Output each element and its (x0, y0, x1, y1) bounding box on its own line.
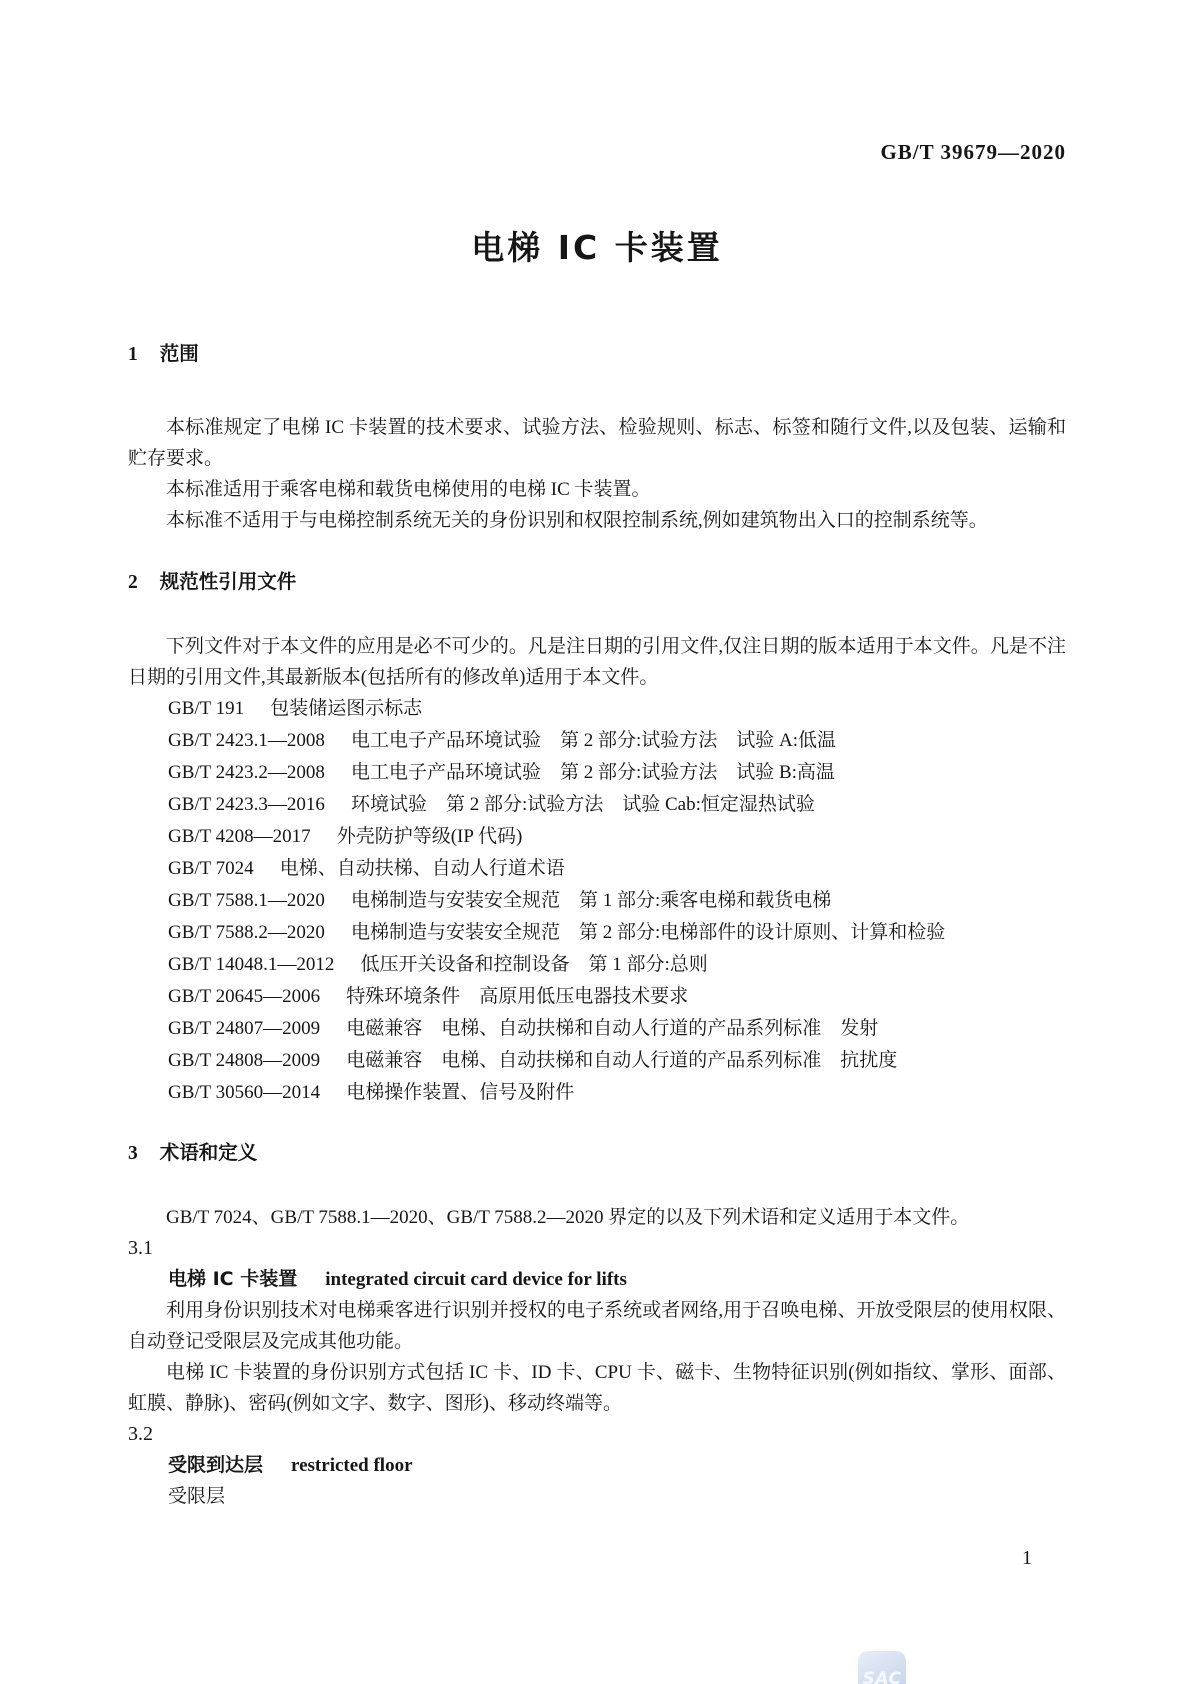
reference-code: GB/T 7588.1—2020 (168, 890, 325, 911)
paragraph: 本标准规定了电梯 IC 卡装置的技术要求、试验方法、检验规则、标志、标签和随行文件,以及包装、运输和贮存要求。 (128, 417, 1066, 469)
reference-title: 电工电子产品环境试验 第 2 部分:试验方法 试验 B:高温 (350, 762, 835, 783)
reference-code: GB/T 24808—2009 (168, 1050, 321, 1071)
reference-code: GB/T 2423.2—2008 (168, 762, 325, 783)
reference-item (128, 725, 1066, 757)
sac-watermark-text: SAC (862, 1669, 902, 1684)
reference-item (128, 981, 1066, 1013)
reference-list (128, 693, 1066, 1109)
page-number: 1 (1022, 1547, 1032, 1569)
section-3-number: 3 (128, 1143, 138, 1164)
reference-title: 环境试验 第 2 部分:试验方法 试验 Cab:恒定湿热试验 (350, 794, 815, 815)
document-title: 电梯 IC 卡装置 (471, 228, 723, 267)
section-1-title: 范围 (159, 342, 199, 365)
reference-item (128, 949, 1066, 981)
reference-title: 电梯、自动扶梯、自动人行道术语 (279, 858, 565, 879)
reference-code: GB/T 7024 (168, 858, 254, 879)
reference-title: 电磁兼容 电梯、自动扶梯和自动人行道的产品系列标准 抗扰度 (346, 1050, 898, 1071)
term-id: 3.2 (128, 1423, 153, 1445)
reference-code: GB/T 14048.1—2012 (168, 954, 335, 975)
section-1-number: 1 (128, 344, 138, 365)
reference-title: 电梯制造与安装安全规范 第 2 部分:电梯部件的设计原则、计算和检验 (350, 922, 946, 943)
reference-code: GB/T 2423.3—2016 (168, 794, 325, 815)
section-2-title: 规范性引用文件 (159, 570, 297, 593)
reference-item (128, 789, 1066, 821)
reference-title: 低压开关设备和控制设备 第 1 部分:总则 (360, 954, 708, 975)
term-title (128, 1264, 1066, 1295)
reference-code: GB/T 20645—2006 (168, 986, 321, 1007)
reference-item (128, 821, 1066, 853)
reference-code: GB/T 24807—2009 (168, 1018, 321, 1039)
reference-item (128, 693, 1066, 725)
term-chinese: 受限到达层 (168, 1454, 264, 1476)
section-2-intro: 下列文件对于本文件的应用是必不可少的。凡是注日期的引用文件,仅注日期的版本适用于本文件。凡是不注日期的引用文件,其最新版本(包括所有的修改单)适用于本文件。 (128, 636, 1066, 688)
reference-title: 电梯操作装置、信号及附件 (346, 1082, 575, 1103)
term-chinese: 电梯 IC 卡装置 (168, 1268, 298, 1290)
reference-title: 电梯制造与安装安全规范 第 1 部分:乘客电梯和载货电梯 (350, 890, 832, 911)
reference-item (128, 917, 1066, 949)
section-3-title: 术语和定义 (159, 1141, 258, 1164)
reference-code: GB/T 30560—2014 (168, 1082, 321, 1103)
section-3-heading (128, 1141, 1066, 1166)
section-1-heading (128, 342, 1066, 367)
standard-code: GB/T 39679—2020 (880, 140, 1066, 164)
reference-item (128, 853, 1066, 885)
section-3-intro: GB/T 7024、GB/T 7588.1—2020、GB/T 7588.2—2020 界定的以及下列术语和定义适用于本文件。 (166, 1207, 970, 1228)
section-1-body (128, 412, 1066, 536)
term-english: integrated circuit card device for lifts (325, 1269, 627, 1290)
term-synonym: 受限层 (168, 1486, 226, 1507)
section-2-number: 2 (128, 572, 138, 593)
reference-code: GB/T 2423.1—2008 (168, 730, 325, 751)
reference-code: GB/T 4208—2017 (168, 826, 311, 847)
reference-item (128, 757, 1066, 789)
reference-title: 外壳防护等级(IP 代码) (336, 826, 523, 847)
term-definition: 电梯 IC 卡装置的身份识别方式包括 IC 卡、ID 卡、CPU 卡、磁卡、生物特征识别(例如指纹、掌形、面部、虹膜、静脉)、密码(例如文字、数字、图形)、移动终端等。 (128, 1362, 1066, 1414)
reference-title: 包装储运图示标志 (270, 698, 423, 719)
sac-watermark-logo (858, 1651, 906, 1684)
reference-title: 电工电子产品环境试验 第 2 部分:试验方法 试验 A:低温 (350, 730, 836, 751)
reference-item (128, 1077, 1066, 1109)
reference-code: GB/T 191 (168, 698, 245, 719)
page-content (128, 0, 1066, 1512)
term-id: 3.1 (128, 1237, 153, 1259)
paragraph: 本标准适用于乘客电梯和载货电梯使用的电梯 IC 卡装置。 (166, 479, 651, 500)
section-2-heading (128, 570, 1066, 595)
reference-title: 特殊环境条件 高原用低压电器技术要求 (346, 986, 689, 1007)
term-title (128, 1450, 1066, 1481)
reference-code: GB/T 7588.2—2020 (168, 922, 325, 943)
reference-item (128, 885, 1066, 917)
term-english: restricted floor (291, 1455, 413, 1476)
term-definition: 利用身份识别技术对电梯乘客进行识别并授权的电子系统或者网络,用于召唤电梯、开放受限层的使用权限、自动登记受限层及完成其他功能。 (128, 1300, 1066, 1352)
paragraph: 本标准不适用于与电梯控制系统无关的身份识别和权限控制系统,例如建筑物出入口的控制系统等。 (166, 510, 988, 531)
reference-title: 电磁兼容 电梯、自动扶梯和自动人行道的产品系列标准 发射 (346, 1018, 879, 1039)
reference-item (128, 1013, 1066, 1045)
reference-item (128, 1045, 1066, 1077)
